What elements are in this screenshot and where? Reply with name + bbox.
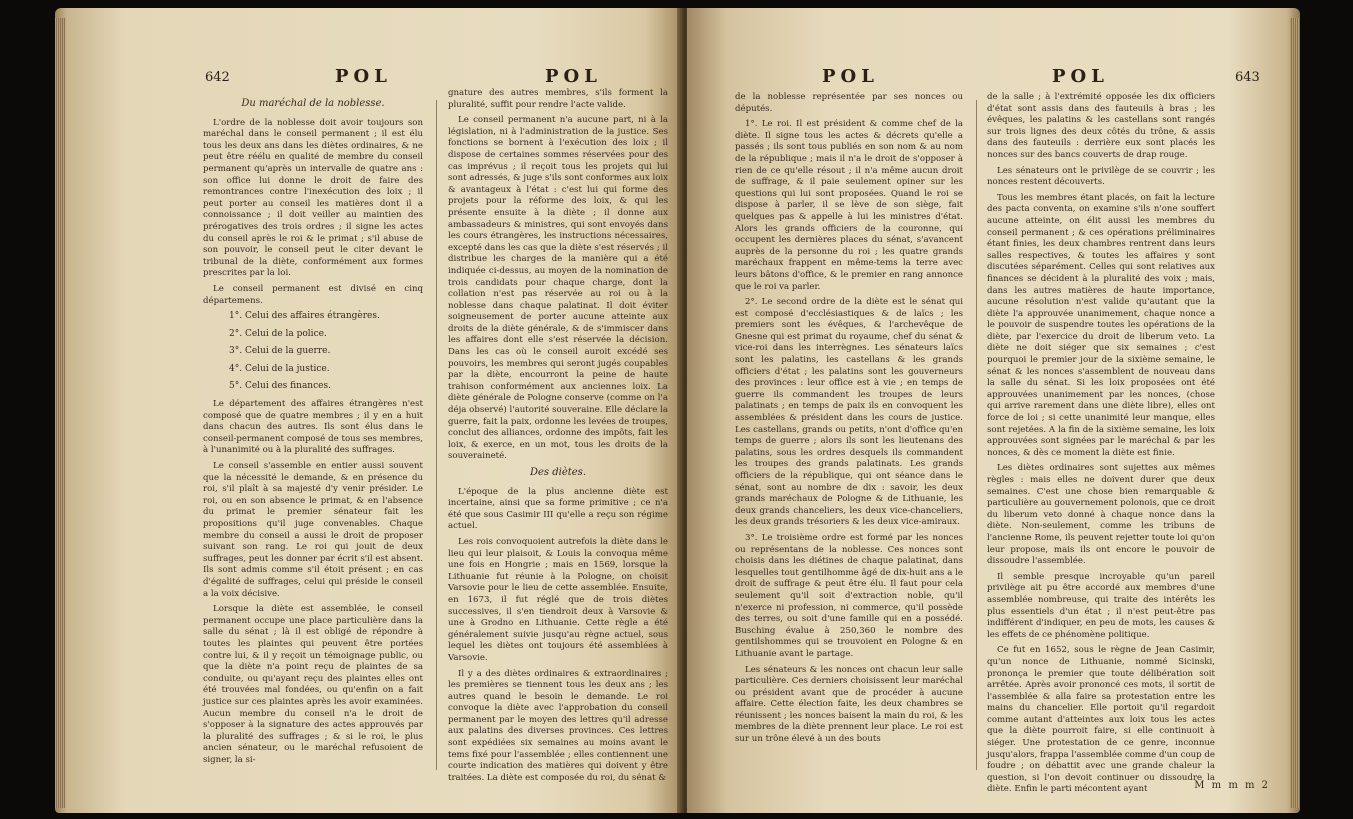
paragraph: Le département des affaires étrangères n'est composé que de quatre membres ; il y en a huit dans chacun des autres. Ils sont élus dans le conseil-permanent composé de tous ses membres, à l'unanimité ou à la pluralité des suffrages.: [203, 399, 423, 456]
signature-mark: M m m m 2: [1194, 780, 1270, 791]
paragraph: Le conseil s'assemble en entier aussi souvent que la nécessité le demande, & en présence du roi, s'il plaît à sa majesté d'y venir présider. Le roi, ou en son absence le primat, & en l'absence du primat le premier sénateur fait les propositions qu'il juge convenables. Chaque membre du conseil a aussi le droit de proposer suivant son rang. Le roi qui jouit de deux suffrages, peut les donner par écrit s'il est absent. Ils sont admis comme s'il étoit présent ; en cas d'égalité de suffrages, celui qui préside le conseil a la voix décisive.: [203, 461, 423, 599]
left-header-col2: POL: [545, 66, 602, 87]
right-column-1: [735, 92, 963, 797]
paragraph: 1°. Le roi. Il est président & comme chef de la diète. Il signe tous les actes & décrets qu'elle a passés ; ils sont tous publiés en son nom & au nom de la république ; mais il n'a le droit de s'opposer à rien de ce qu'elle résout ; il n'a même aucun droit de suffrage, & il paie seulement opiner sur les questions qui lui sont proposées. Quand le roi se dispose à parler, il se lève de son siège, fait quelques pas & appelle à lui les ministres d'état. Alors les grands officiers de la couronne, qui occupent les dernières places du sénat, s'avancent auprès de la personne du roi ; les quatre grands maréchaux frappent en même-tems la terre avec leurs bâtons d'office, & le premier en rang annonce que le roi va parler.: [735, 119, 963, 292]
list-item: 2°. Celui de la police.: [229, 328, 327, 339]
right-header-col1: POL: [822, 66, 879, 87]
left-column-2: [448, 88, 668, 798]
right-header-col2: POL: [1052, 66, 1109, 87]
paragraph: Le conseil permanent n'a aucune part, ni à la législation, ni à l'administration de la justice. Ses fonctions se bornent à l'exécution des loix ; il dispose de certaines sommes réservées pour des cas imprévus ; il reçoit tous les projets qui lui sont adressés, & juge s'ils sont conformes aux loix & avantageux à l'état : c'est lui qui forme des projets pour la réforme des loix, & qui les présente ensuite à la diète ; il donne aux ambassadeurs & ministres, qui sont envoyés dans les cours étrangères, les instructions nécessaires, excepté dans les cas que la diète s'est réservés ; il distribue les charges de la manière qui a été indiquée ci-dessus, au moyen de la nomination de trois candidats pour chaque charge, dont la collation n'est pas réservée au roi ou à la noblesse dans chaque palatinat. Il doit éviter soigneusement de porter aucune atteinte aux droits de la diète générale, & de s'immiscer dans les affaires dont elle s'est réservée la décision. Dans les cas où le conseil auroit excédé ses pouvoirs, les membres qui seront jugés coupables par la diète, encourront la peine de haute trahison conformément aux anciennes loix. La diète générale de Pologne conserve (comme on l'a déja observé) l'autorité souveraine. Elle déclare la guerre, fait la paix, ordonne les levées de troupes, conclut des alliances, ordonne des impôts, fait les loix, & exerce, en un mot, tous les droits de la souveraineté.: [448, 115, 668, 462]
paragraph: Il y a des diètes ordinaires & extraordinaires ; les premières se tiennent tous les deux ans ; les autres quand le besoin le demande. Le roi convoque la diète avec l'approbation du conseil permanent par le moyen des lettres qu'il adresse aux palatins des diverses provinces. Ces lettres sont expédiées six semaines au moins avant le tems fixé pour l'assemblée ; elles contiennent une courte indication des matières qui doivent y être traitées. La diète est composée du roi, du sénat &: [448, 668, 668, 783]
right-column-2: [987, 92, 1215, 795]
paragraph: 2°. Le second ordre de la diète est le sénat qui est composé d'ecclésiastiques & de laïcs ; les premiers sont les évêques, & l'archevêque de Gnesne qui est primat du royaume, chef du sénat & vice-roi dans les interrègnes. Les sénateurs laïcs sont les palatins, les castellans & les grands officiers d'état ; les palatins sont les gouverneurs des provinces : leur office est à vie ; en temps de guerre ils commandent les troupes de leurs palatinats ; en temps de paix ils en convoquent les assemblées & président dans les cours de justice. Les castellans, grands ou petits, n'ont d'office qu'en temps de guerre ; alors ils sont les lieutenans des palatins, sous les ordres desquels ils commandent les troupes des grands palatinats. Les grands officiers de la république, qui ont séance dans le sénat, sont au nombre de dix : savoir, les deux grands maréchaux de Pologne & de Lithuanie, les deux grands chanceliers, les deux vice-chanceliers, les deux grands trésoriers & les deux vice-amiraux.: [735, 297, 963, 528]
paragraph: Le conseil permanent est divisé en cinq départemens.: [203, 283, 423, 306]
column-rule: [976, 100, 977, 770]
paragraph: Il semble presque incroyable qu'un pareil privilège ait pu être accordé aux membres d'une assemblée nombreuse, qui traite des intérêts les plus essentiels d'un état ; il n'est peut-être pas indifférent d'indiquer, en peu de mots, les causes & les effets de ce phénomène politique.: [987, 571, 1215, 640]
paragraph: Tous les membres étant placés, on fait la lecture des pacta conventa, on examine s'ils n'one souffert aucune atteinte, on élit aussi les membres du conseil permanent ; & ces opérations préliminaires étant finies, les deux chambres rentrent dans leurs salles respectives, & toutes les affaires y sont discutées séparément. Celles qui sont relatives aux finances se décident à la pluralité des voix ; mais, dans les autres matières de haute importance, aucune résolution n'est valide qu'autant que la diète l'a approuvée unanimement, chaque nonce a le pouvoir de suspendre toutes les opérations de la diète, par l'exercice du droit de liberum veto. La diète ne doit siéger que six semaines ; c'est pourquoi le premier jour de la sixième semaine, le sénat & les nonces s'assemblent de nouveau dans la salle du sénat. Si les loix proposées ont été approuvées unanimement par les nonces, (chose qui arrive rarement dans une diète libre), elles ont force de loi ; si cette unanimité leur manque, elles sont rejetées. A la fin de la sixième semaine, les loix approuvées sont signées par le maréchal & par les nonces, & dès ce moment la diète est finie.: [987, 192, 1215, 458]
paragraph: de la noblesse représentée par ses nonces ou députés.: [735, 92, 963, 114]
paragraph: Les sénateurs & les nonces ont chacun leur salle particulière. Ces derniers choisissent leur maréchal ou président avant que de procéder à aucune affaire. Cette élection faite, les deux chambres se réunissent ; les nonces baisent la main du roi, & les membres de la diète prennent leur place. Le roi est sur un trône élevé à un des bouts: [735, 664, 963, 745]
paragraph: Les diètes ordinaires sont sujettes aux mêmes règles : mais elles ne doivent durer que deux semaines. C'est une chose bien remarquable & particulière au gouvernement polonois, que ce droit du liberum veto donné à chaque nonce dans la diète. Non-seulement, comme les tribuns de l'ancienne Rome, ils peuvent rejetter toute loi qu'on leur propose, mais ils ont encore le pouvoir de dissoudre l'assemblée.: [987, 463, 1215, 567]
paragraph: de la salle ; à l'extrémité opposée les dix officiers d'état sont assis dans des fauteuils à bras ; les évêques, les palatins & les castellans sont rangés sur trois lignes des deux côtés du trône, & assis dans des fauteuils : derrière eux sont placés les nonces sur des bancs couverts de drap rouge.: [987, 92, 1215, 160]
subheading-dietes: Des diètes.: [529, 467, 586, 478]
paragraph: gnature des autres membres, s'ils forment la pluralité, suffit pour rendre l'acte valide.: [448, 88, 668, 110]
column-rule: [436, 100, 437, 770]
paragraph: Ce fut en 1652, sous le règne de Jean Casimir, qu'un nonce de Lithuanie, nommé Sicinski, prononça le premier que toute délibération soit arrêtée. Après avoir prononcé ces mots, il sortit de l'assemblée & alla faire sa protestation entre les mains du chancelier. Elle portoit qu'il regardoit comme autant d'atteintes aux loix tous les actes que la diète pourroit faire, si elle continuoit à siéger. Une protestation de ce genre, inconnue jusqu'alors, frappa l'assemblée comme d'un coup de foudre ; on débattit avec une grande chaleur la question, si l'on devoit continuer ou dissoudre la diète. Enfin le parti mécontent ayant: [987, 645, 1215, 795]
right-page: [687, 8, 1300, 813]
left-page: [55, 8, 683, 813]
list-item: 4°. Celui de la justice.: [229, 363, 330, 374]
paragraph: Lorsque la diète est assemblée, le conseil permanent occupe une place particulière dans la salle du sénat ; là il est obligé de répondre à toutes les plaintes qui peuvent être portées contre lui, & il y reçoit un témoignage public, ou que la diète n'a point reçu de plaintes de sa conduite, ou qu'ayant reçu des plaintes elles ont été trouvées mal fondées, ou qu'enfin on a fait justice sur ces plaintes après les avoir examinées. Aucun membre du conseil n'a le droit de s'opposer à la signature des actes approuvés par la pluralité des suffrages ; & si le roi, le plus ancien sénateur, ou le maréchal refusoient de signer, la si-: [203, 604, 423, 765]
left-header-col1: POL: [335, 66, 392, 87]
left-column-1: [203, 96, 423, 796]
page-edge-left: [55, 18, 65, 808]
paragraph: L'ordre de la noblesse doit avoir toujours son maréchal dans le conseil permanent ; il est élu tous les deux ans dans les diètes ordinaires, & ne peut être réélu en qualité de membre du conseil permanent qu'après un intervalle de quatre ans : son office lui donne le droit de faire des remontrances contre l'inexécution des loix ; il peut porter au conseil les matières dont il a connoissance ; il doit veiller au maintien des prérogatives des trois ordres ; il signe les actes du conseil après le roi & le primat ; s'il abuse de son pouvoir, le conseil peut le citer devant le tribunal de la diète, conformément aux formes prescrites par la loi.: [203, 117, 423, 279]
list-item: 3°. Celui de la guerre.: [229, 346, 331, 357]
left-page-number: 642: [205, 70, 230, 85]
page-edge-right: [1290, 18, 1300, 808]
right-page-number: 643: [1235, 70, 1260, 85]
paragraph: Les rois convoquoient autrefois la diète dans le lieu qui leur plaisoit, & Louis la convoqua même une fois en Hongrie ; mais en 1569, lorsque la Lithuanie fut réunie à la Pologne, on choisit Varsovie pour le lieu de cette assemblée. Ensuite, en 1673, il fut réglé que de trois diètes successives, il s'en tiendroit deux à Varsovie & une à Grodno en Lithuanie. Cette règle a été généralement suivie jusqu'au règne actuel, sous lequel les diètes ont toujours été assemblées à Varsovie.: [448, 536, 668, 663]
subheading-marechal: Du maréchal de la noblesse.: [241, 98, 385, 109]
open-book: [55, 8, 1300, 813]
paragraph: 3°. Le troisième ordre est formé par les nonces ou représentans de la noblesse. Ces nonces sont choisis dans les diétines de chaque palatinat, dans lesquelles tout gentilhomme âgé de dix-huit ans a le droit de suffrage & peut être élu. Il faut pour cela seulement qu'il soit d'extraction noble, qu'il n'exerce ni profession, ni commerce, qu'il possède des terres, ou soit d'une famille qui en a possédé. Busching évalue à 250,360 le nombre des gentilshommes qui se trouvoient en Pologne & en Lithuanie avant le partage.: [735, 532, 963, 659]
paragraph: L'époque de la plus ancienne diète est incertaine, ainsi que sa forme primitive ; ce n'a été que sous Casimir III qu'elle a reçu son régime actuel.: [448, 486, 668, 532]
list-item: 5°. Celui des finances.: [229, 381, 331, 392]
paragraph: Les sénateurs ont le privilège de se couvrir ; les nonces restent découverts.: [987, 165, 1215, 188]
list-item: 1°. Celui des affaires étrangères.: [229, 311, 380, 322]
